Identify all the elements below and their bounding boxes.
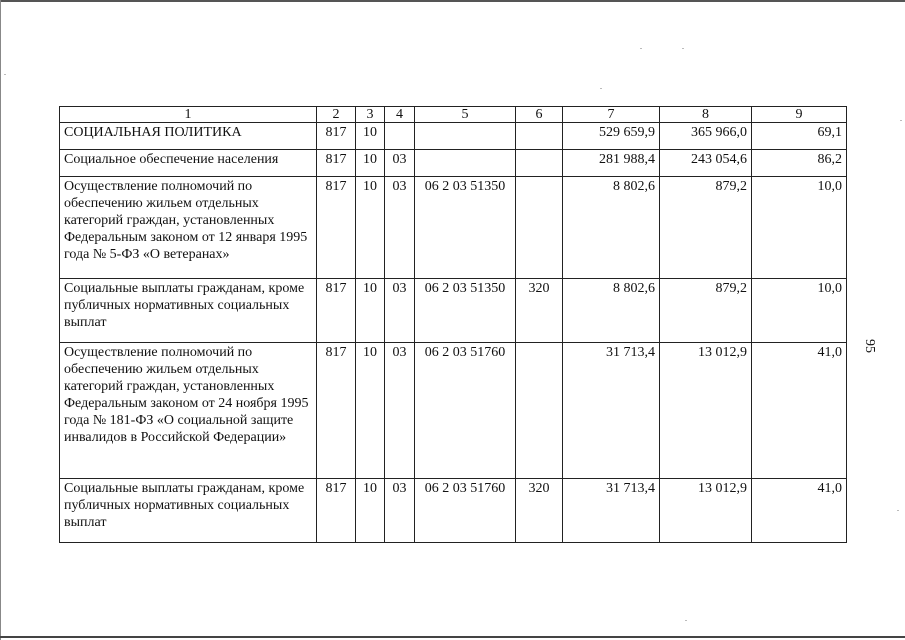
cell-col8: 13 012,9 — [660, 479, 752, 543]
cell-admin-code: 817 — [317, 123, 356, 150]
cell-admin-code: 817 — [317, 177, 356, 279]
cell-col8: 879,2 — [660, 279, 752, 343]
cell-expense-type: 320 — [516, 479, 563, 543]
page-number: 95 — [862, 339, 877, 353]
cell-admin-code: 817 — [317, 343, 356, 479]
cell-expense-type — [516, 177, 563, 279]
cell-admin-code: 817 — [317, 479, 356, 543]
cell-section: 10 — [356, 479, 385, 543]
column-number: 4 — [385, 107, 415, 123]
scan-speck — [640, 48, 642, 49]
cell-target-article: 06 2 03 51760 — [415, 479, 516, 543]
cell-expense-type — [516, 123, 563, 150]
cell-target-article: 06 2 03 51350 — [415, 177, 516, 279]
cell-section: 10 — [356, 150, 385, 177]
cell-section: 10 — [356, 279, 385, 343]
cell-target-article: 06 2 03 51760 — [415, 343, 516, 479]
cell-subsection: 03 — [385, 279, 415, 343]
scan-speck — [682, 48, 684, 49]
cell-col8: 243 054,6 — [660, 150, 752, 177]
column-number-row — [60, 107, 847, 123]
scan-speck — [900, 120, 902, 121]
column-number: 1 — [60, 107, 317, 123]
cell-col9: 41,0 — [752, 343, 847, 479]
table-row — [60, 279, 847, 343]
cell-target-article — [415, 123, 516, 150]
scan-edge-top — [0, 0, 905, 2]
table-row — [60, 177, 847, 279]
cell-col7: 31 713,4 — [563, 479, 660, 543]
scan-speck — [685, 620, 687, 621]
cell-col7: 31 713,4 — [563, 343, 660, 479]
cell-expense-type — [516, 150, 563, 177]
cell-target-article — [415, 150, 516, 177]
cell-section: 10 — [356, 123, 385, 150]
cell-col8: 365 966,0 — [660, 123, 752, 150]
cell-col8: 13 012,9 — [660, 343, 752, 479]
cell-section: 10 — [356, 343, 385, 479]
column-number: 2 — [317, 107, 356, 123]
scan-speck — [600, 88, 602, 89]
cell-expense-type — [516, 343, 563, 479]
cell-subsection: 03 — [385, 150, 415, 177]
cell-col9: 10,0 — [752, 279, 847, 343]
cell-section: 10 — [356, 177, 385, 279]
cell-subsection — [385, 123, 415, 150]
cell-col9: 69,1 — [752, 123, 847, 150]
cell-col7: 8 802,6 — [563, 279, 660, 343]
column-number: 3 — [356, 107, 385, 123]
cell-target-article: 06 2 03 51350 — [415, 279, 516, 343]
row-name: Социальные выплаты гражданам, кроме публичных нормативных социальных выплат — [60, 279, 317, 343]
row-name: Социальное обеспечение населения — [60, 150, 317, 177]
cell-col9: 41,0 — [752, 479, 847, 543]
cell-col7: 281 988,4 — [563, 150, 660, 177]
column-number: 7 — [563, 107, 660, 123]
column-number: 6 — [516, 107, 563, 123]
table-row — [60, 150, 847, 177]
table-row — [60, 123, 847, 150]
budget-table — [59, 106, 847, 543]
table-row — [60, 343, 847, 479]
scan-speck — [897, 510, 899, 511]
cell-subsection: 03 — [385, 343, 415, 479]
table-row — [60, 479, 847, 543]
cell-col9: 86,2 — [752, 150, 847, 177]
column-number: 8 — [660, 107, 752, 123]
row-name: Социальные выплаты гражданам, кроме публичных нормативных социальных выплат — [60, 479, 317, 543]
column-number: 9 — [752, 107, 847, 123]
row-name: Осуществление полномочий по обеспечению жильем отдельных категорий граждан, установленных Федеральным законом от 12 января 1995 года № 5-ФЗ «О ветеранах» — [60, 177, 317, 279]
scan-speck — [4, 74, 6, 75]
cell-admin-code: 817 — [317, 279, 356, 343]
cell-col8: 879,2 — [660, 177, 752, 279]
row-name: Осуществление полномочий по обеспечению жильем отдельных категорий граждан, установленных Федеральным законом от 24 ноября 1995 года № 181-ФЗ «О социальной защите инвалидов в Российской Федерации» — [60, 343, 317, 479]
column-number: 5 — [415, 107, 516, 123]
cell-col7: 529 659,9 — [563, 123, 660, 150]
cell-expense-type: 320 — [516, 279, 563, 343]
scan-edge-left — [0, 0, 1, 640]
scan-edge-bottom — [0, 636, 905, 638]
cell-subsection: 03 — [385, 479, 415, 543]
cell-col9: 10,0 — [752, 177, 847, 279]
cell-admin-code: 817 — [317, 150, 356, 177]
row-name: СОЦИАЛЬНАЯ ПОЛИТИКА — [60, 123, 317, 150]
cell-col7: 8 802,6 — [563, 177, 660, 279]
cell-subsection: 03 — [385, 177, 415, 279]
